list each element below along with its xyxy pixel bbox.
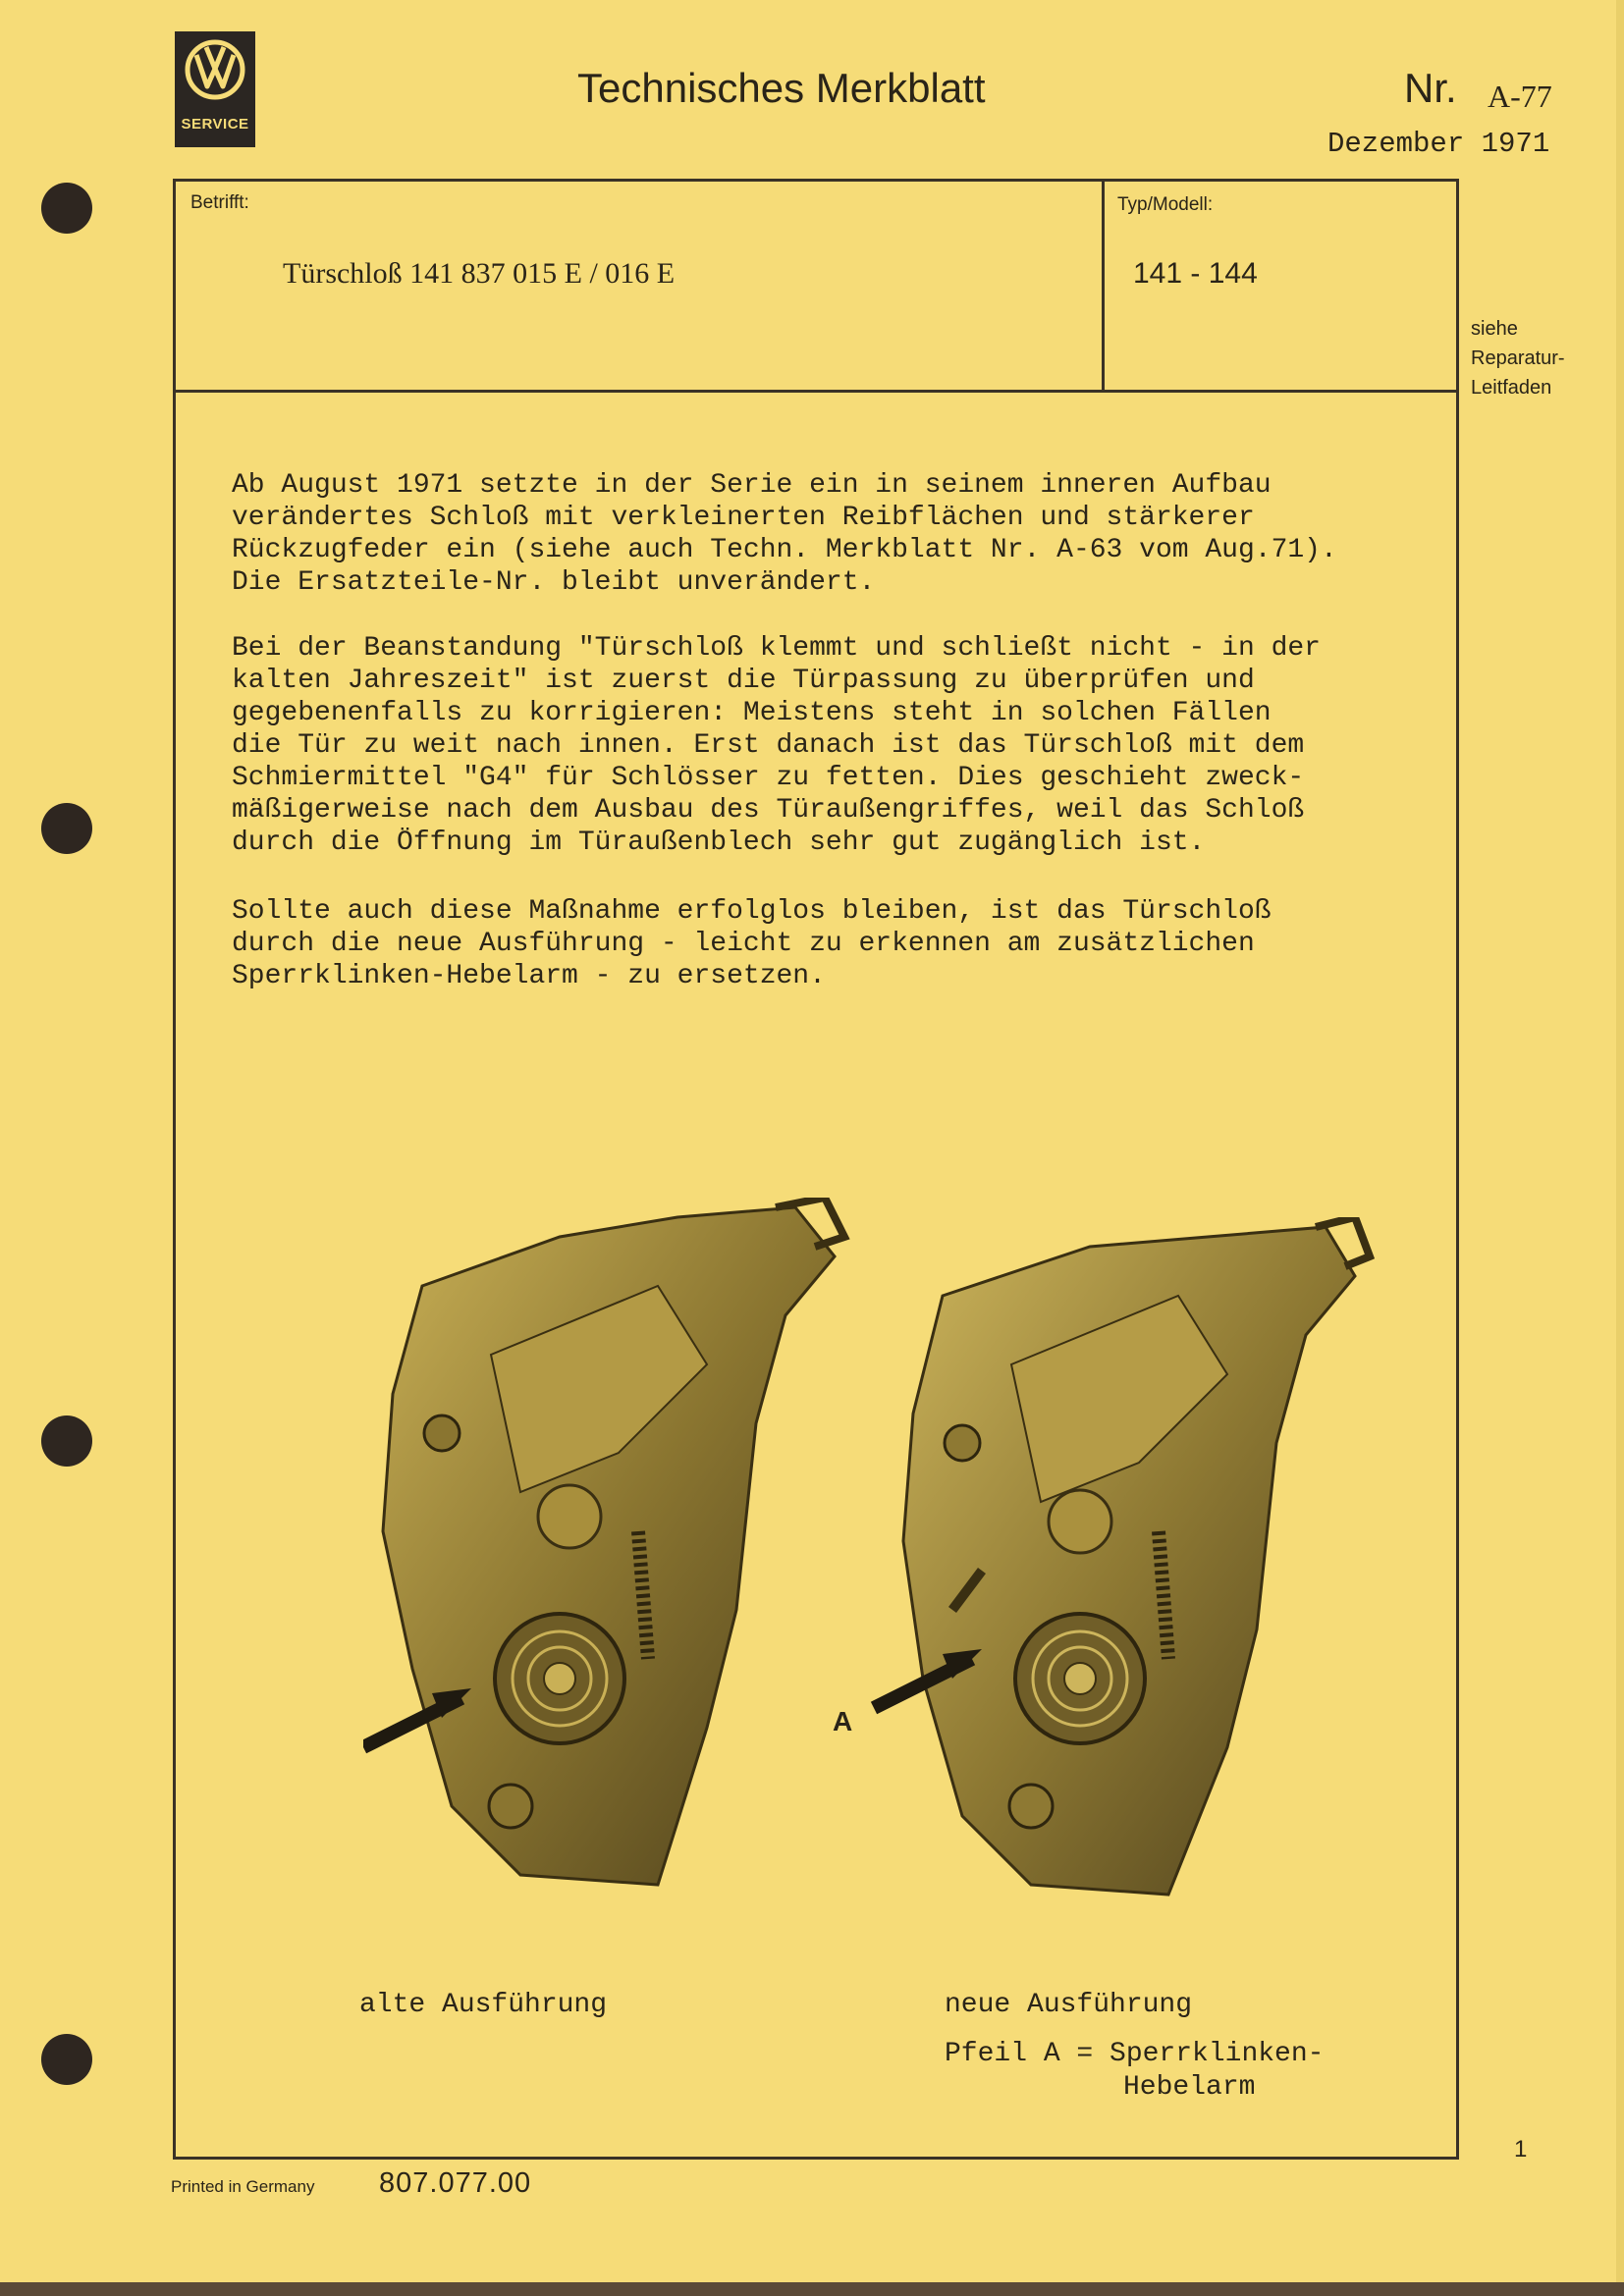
punch-hole bbox=[41, 803, 92, 854]
punch-hole bbox=[41, 2034, 92, 2085]
subject-value: Türschloß 141 837 015 E / 016 E bbox=[283, 257, 676, 290]
see-also-line: siehe bbox=[1471, 318, 1518, 340]
old-door-lock-photo bbox=[363, 1198, 854, 1904]
see-also-line: Leitfaden bbox=[1471, 377, 1552, 399]
arrow-note: Pfeil A = Sperrklinken- bbox=[945, 2039, 1325, 2069]
page-bottom-edge bbox=[0, 2282, 1624, 2296]
see-also-line: Reparatur- bbox=[1471, 347, 1565, 369]
old-version-caption: alte Ausführung bbox=[359, 1990, 608, 2020]
part-number: 807.077.00 bbox=[379, 2167, 532, 2199]
header-divider bbox=[173, 390, 1459, 393]
document-date: Dezember 1971 bbox=[1327, 128, 1550, 160]
page-edge bbox=[1616, 0, 1624, 2296]
logo-service-text: SERVICE bbox=[181, 116, 249, 133]
vw-emblem-icon bbox=[183, 37, 247, 102]
arrow-note-continued: Hebelarm bbox=[1123, 2072, 1256, 2103]
document-title: Technisches Merkblatt bbox=[577, 65, 986, 111]
punch-hole bbox=[41, 1415, 92, 1467]
new-version-caption: neue Ausführung bbox=[945, 1990, 1193, 2020]
number-label: Nr. bbox=[1404, 65, 1457, 111]
punch-hole bbox=[41, 183, 92, 234]
body-paragraph: Bei der Beanstandung "Türschloß klemmt und schließt nicht - in der kalten Jahreszeit" ist zuerst die Türpassung zu überprüfen und gegebenenfalls zu korrigieren: Meistens steht in solchen Fällen die Tür zu weit nach innen. Erst danach ist das Türschloß mit dem Schmiermittel "G4" für Schlösser zu fetten. Dies geschieht zweck- mäßigerweise nach dem Ausbau des Türaußengriffes, weil das Schloß durch die Öffnung im Türaußenblech sehr gut zugänglich ist. bbox=[232, 633, 1321, 858]
see-also-note bbox=[1471, 314, 1565, 402]
new-door-lock-photo bbox=[864, 1217, 1375, 1904]
page-number: 1 bbox=[1514, 2136, 1528, 2163]
body-paragraph: Ab August 1971 setzte in der Serie ein in seinem inneren Aufbau verändertes Schloß mit verkleinerten Reibflächen und stärkerer Rückzugfeder ein (siehe auch Techn. Merkblatt Nr. A-63 vom Aug.71). Die Ersatzteile-Nr. bleibt unverändert. bbox=[232, 470, 1337, 598]
number-value: A-77 bbox=[1488, 79, 1552, 114]
vw-service-logo bbox=[175, 31, 255, 147]
subject-label: Betrifft: bbox=[190, 192, 249, 213]
model-label: Typ/Modell: bbox=[1117, 194, 1214, 215]
printed-in-note: Printed in Germany bbox=[171, 2177, 315, 2196]
body-paragraph: Sollte auch diese Maßnahme erfolglos bleiben, ist das Türschloß durch die neue Ausführung - leicht zu erkennen am zusätzlichen Sperrklinken-Hebelarm - zu ersetzen. bbox=[232, 896, 1272, 991]
header-column-divider bbox=[1102, 179, 1105, 391]
arrow-label-a: A bbox=[833, 1706, 853, 1736]
model-value: 141 - 144 bbox=[1133, 257, 1258, 290]
